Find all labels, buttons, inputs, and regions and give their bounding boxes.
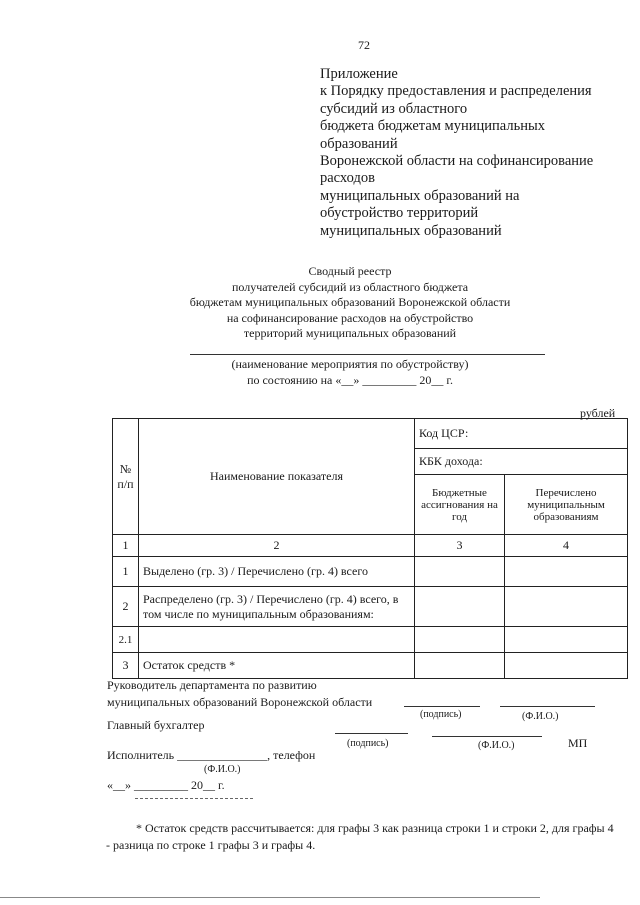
header-col4: Перечислено муниципальным образованиям <box>505 475 628 535</box>
table-row <box>113 627 628 653</box>
row-name: Выделено (гр. 3) / Перечислено (гр. 4) всего <box>139 557 415 587</box>
footnote-separator <box>135 798 253 799</box>
row-num: 2 <box>113 587 139 627</box>
row-value-col4[interactable] <box>505 627 628 653</box>
accountant-fio-line <box>432 736 542 737</box>
table-row <box>113 653 628 679</box>
row-num: 3 <box>113 653 139 679</box>
bottom-edge-line <box>0 897 540 898</box>
title-line: Сводный реестр <box>308 264 392 278</box>
head-signature-line <box>404 706 480 707</box>
col-number: 4 <box>505 535 628 557</box>
appendix-header <box>320 66 593 240</box>
col-number: 1 <box>113 535 139 557</box>
row-value-col4[interactable] <box>505 653 628 679</box>
appendix-line: бюджета бюджетам муниципальных <box>320 118 545 135</box>
accountant-signature-caption: (подпись) <box>347 738 389 749</box>
row-name <box>139 627 415 653</box>
currency-label: рублей <box>580 406 616 420</box>
title-line: территорий муниципальных образований <box>243 326 457 340</box>
appendix-line: муниципальных образований на <box>320 187 520 204</box>
appendix-line: субсидий из областного <box>320 100 468 117</box>
row-value-col4[interactable] <box>505 587 628 627</box>
row-value-col3[interactable] <box>415 557 505 587</box>
as-of-date: по состоянию на «__» _________ 20__ г. <box>247 373 453 387</box>
appendix-line: расходов <box>320 170 375 187</box>
appendix-line: Приложение <box>320 66 398 82</box>
head-fio-caption: (Ф.И.О.) <box>522 711 559 722</box>
row-value-col3[interactable] <box>415 627 505 653</box>
title-line: получателей субсидий из областного бюджета <box>231 279 469 294</box>
footnote: * Остаток средств рассчитывается: для графы 3 как разница строки 1 и строки 2, для графы 4 - разница по строке 1 графы 3 и графы 4. <box>106 821 614 852</box>
page-number: 72 <box>358 38 370 52</box>
title-line: бюджетам муниципальных образований Воронежской области <box>189 295 511 309</box>
stamp-label: МП <box>568 736 588 750</box>
row-name: Остаток средств * <box>139 653 415 679</box>
kod-csr: Код ЦСР: <box>415 419 628 449</box>
row-num: 2.1 <box>113 627 139 653</box>
date-line: «__» _________ 20__ г. <box>107 778 225 792</box>
header-name: Наименование показателя <box>139 419 415 535</box>
appendix-line: муниципальных образований <box>320 222 502 239</box>
row-value-col3[interactable] <box>415 653 505 679</box>
chief-accountant-label: Главный бухгалтер <box>107 718 205 732</box>
executor-fio-caption: (Ф.И.О.) <box>204 764 241 775</box>
table-row <box>113 557 628 587</box>
accountant-fio-caption: (Ф.И.О.) <box>478 740 515 751</box>
head-signature-caption: (подпись) <box>420 709 462 720</box>
row-name: Распределено (гр. 3) / Перечислено (гр. 4) всего, в том числе по муниципальным образованиям: <box>139 587 415 627</box>
col-number: 3 <box>415 535 505 557</box>
col-number: 2 <box>139 535 415 557</box>
table-row <box>113 587 628 627</box>
event-caption: (наименование мероприятия по обустройству) <box>231 357 469 371</box>
head-fio-line <box>500 706 595 707</box>
registry-table <box>112 418 628 679</box>
header-num: № п/п <box>113 419 139 535</box>
row-num: 1 <box>113 557 139 587</box>
kbk-dohoda: КБК дохода: <box>415 449 628 475</box>
appendix-line: образований <box>320 135 398 152</box>
appendix-line: обустройство территорий <box>320 205 479 222</box>
row-value-col4[interactable] <box>505 557 628 587</box>
document-title <box>150 264 550 342</box>
head-title-line2: муниципальных образований Воронежской области <box>107 695 373 709</box>
row-value-col3[interactable] <box>415 587 505 627</box>
event-name-line <box>190 354 545 355</box>
header-col3: Бюджетные ассигнования на год <box>415 475 505 535</box>
head-title-line1: Руководитель департамента по развитию <box>107 678 317 692</box>
appendix-line: Воронежской области на софинансирование <box>320 153 594 170</box>
appendix-line: к Порядку предоставления и распределения <box>320 83 592 100</box>
accountant-signature-line <box>335 733 408 734</box>
title-line: на софинансирование расходов на обустройство <box>226 310 474 325</box>
executor-line: Исполнитель _______________, телефон <box>107 748 316 762</box>
